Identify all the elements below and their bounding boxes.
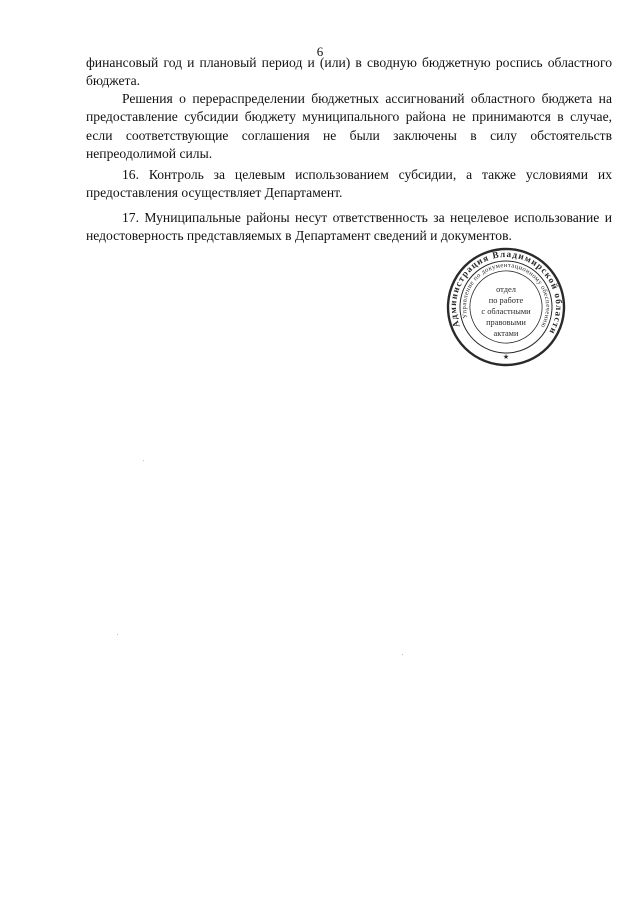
seal-center-line-1: отдел	[496, 285, 516, 294]
seal-center-line-4: правовыми	[486, 318, 526, 327]
seal-graphic	[446, 247, 566, 367]
official-seal-stamp	[446, 247, 566, 367]
seal-center-line-5: актами	[493, 329, 519, 338]
seal-center-line-2: по работе	[488, 296, 524, 305]
paragraph-item-17: 17. Муниципальные районы несут ответственность за нецелевое использование и недостоверность представляемых в Департамент сведений и документов.	[86, 210, 612, 244]
scan-speck	[143, 460, 144, 461]
seal-star-icon: ★	[502, 353, 510, 361]
paragraph-continuation: финансовый год и плановый период и (или) в сводную бюджетную роспись областного бюджета.	[86, 55, 612, 89]
seal-center-line-3: с областными	[481, 307, 531, 316]
seal-inner-ring-text: Управление по документационному обеспечению	[460, 261, 552, 330]
page-number: 6	[316, 44, 324, 59]
paragraph-reallocation-decisions: Решения о перераспределении бюджетных ассигнований областного бюджета на предоставление субсидии бюджету муниципального района не принимаются в случае, если соответствующие соглашения не были заключены в силу обстоятельств непреодолимой силы.	[86, 91, 612, 161]
scan-speck	[402, 654, 403, 655]
scan-speck	[117, 634, 118, 635]
paragraph-item-16: 16. Контроль за целевым использованием субсидии, а также условиями их предоставления осуществляет Департамент.	[86, 167, 612, 201]
seal-ring-text: Администрация Владимирской области	[447, 248, 565, 337]
